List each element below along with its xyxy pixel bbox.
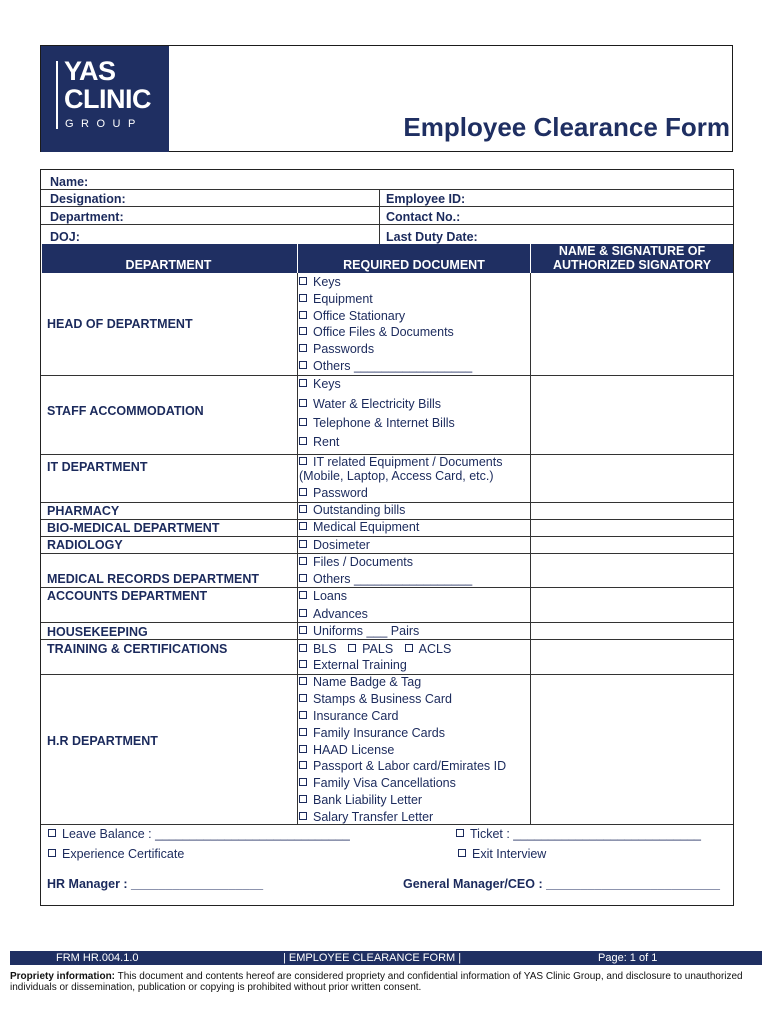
divider — [41, 206, 733, 207]
dept-medical-records: MEDICAL RECORDS DEPARTMENT — [47, 572, 260, 586]
hr-manager-signature[interactable]: HR Manager : ___________________ — [47, 877, 264, 891]
dept-hr: H.R DEPARTMENT — [47, 734, 158, 748]
checklist-item[interactable] — [299, 538, 370, 552]
item-label: Salary Transfer Letter — [313, 810, 434, 824]
item-label: Office Files & Documents — [313, 325, 454, 339]
item-label: Password — [313, 486, 368, 500]
checklist-item[interactable] — [299, 658, 407, 672]
checkbox-icon[interactable] — [299, 540, 307, 548]
page-number: Page: 1 of 1 — [598, 952, 658, 964]
checklist-item[interactable] — [299, 342, 374, 356]
item-label: Keys — [313, 275, 341, 289]
checklist-item[interactable] — [299, 607, 368, 621]
checklist-item[interactable] — [299, 292, 373, 306]
leave-balance-label: Leave Balance : ____________________________ — [62, 827, 350, 841]
divider — [530, 244, 531, 273]
checklist-item[interactable] — [299, 642, 451, 656]
checklist-item[interactable] — [299, 275, 341, 289]
checklist-item[interactable] — [299, 743, 394, 757]
checkbox-icon[interactable] — [299, 344, 307, 352]
divider — [41, 553, 733, 554]
checkbox-icon[interactable] — [299, 379, 307, 387]
col-signatory-1: NAME & SIGNATURE OF — [558, 244, 706, 258]
checklist-item[interactable] — [299, 377, 341, 391]
item-label: Family Visa Cancellations — [313, 776, 456, 790]
item-label: Telephone & Internet Bills — [313, 416, 455, 430]
checkbox-icon[interactable] — [299, 557, 307, 565]
checklist-item[interactable] — [299, 359, 472, 373]
clearance-form — [40, 169, 734, 906]
item-label: Keys — [313, 377, 341, 391]
item-note: (Mobile, Laptop, Access Card, etc.) — [299, 469, 494, 483]
item-label: Passport & Labor card/Emirates ID — [313, 759, 507, 773]
checklist-item[interactable] — [299, 309, 405, 323]
checklist-item[interactable] — [299, 520, 419, 534]
checkbox-icon[interactable] — [299, 294, 307, 302]
checklist-item[interactable] — [299, 692, 452, 706]
dept-pharmacy: PHARMACY — [47, 504, 120, 518]
divider — [41, 375, 733, 376]
checklist-item[interactable] — [299, 793, 422, 807]
divider — [41, 536, 733, 537]
experience-label: Experience Certificate — [62, 847, 185, 861]
divider — [41, 639, 733, 640]
divider — [297, 244, 298, 273]
footer-doc-title: | EMPLOYEE CLEARANCE FORM | — [283, 952, 462, 964]
checkbox-icon[interactable] — [299, 457, 307, 465]
leave-balance-field[interactable] — [48, 827, 350, 841]
item-label: Water & Electricity Bills — [313, 397, 442, 411]
notice-heading: Propriety information: — [10, 971, 116, 982]
department-label: Department: — [50, 210, 124, 224]
yas-clinic-logo — [41, 46, 169, 152]
dept-radiology: RADIOLOGY — [47, 538, 123, 552]
dept-accounts: ACCOUNTS DEPARTMENT — [47, 589, 208, 603]
item-label: Others _________________ — [313, 572, 473, 586]
dept-head-of-department: HEAD OF DEPARTMENT — [47, 317, 193, 331]
item-label: Family Insurance Cards — [313, 726, 445, 740]
checkbox-icon[interactable] — [299, 437, 307, 445]
checkbox-icon[interactable] — [299, 795, 307, 803]
checkbox-icon[interactable] — [299, 311, 307, 319]
checklist-item[interactable] — [299, 486, 368, 500]
checklist-item[interactable] — [299, 709, 398, 723]
col-department: DEPARTMENT — [125, 258, 212, 272]
logo-line-1: YAS — [64, 56, 116, 86]
col-signatory-2: AUTHORIZED SIGNATORY — [552, 258, 712, 272]
divider — [530, 273, 531, 824]
divider — [41, 224, 733, 225]
checklist-item[interactable] — [299, 555, 413, 569]
checkbox-icon[interactable] — [48, 849, 56, 857]
table-header — [42, 244, 733, 273]
last-duty-label: Last Duty Date: — [386, 230, 478, 244]
exit-interview-field[interactable] — [458, 847, 546, 861]
checkbox-icon[interactable] — [458, 849, 466, 857]
logo-line-2: CLINIC — [64, 84, 151, 114]
checkbox-icon[interactable] — [299, 277, 307, 285]
propriety-notice — [10, 971, 762, 993]
notice-text: This document and contents hereof are considered propriety and confidential information of YAS Clinic Group, and disclosure to unauthorized individuals or dissemination, publication or copying is prohibited without prior written consent. — [10, 971, 743, 993]
logo-bar — [56, 61, 58, 129]
checkbox-icon[interactable] — [348, 644, 356, 652]
item-label: Uniforms ___ Pairs — [313, 624, 420, 638]
item-label: Insurance Card — [313, 709, 399, 723]
checkbox-icon[interactable] — [48, 829, 56, 837]
item-label: ACLS — [418, 642, 452, 656]
checkbox-icon[interactable] — [299, 361, 307, 369]
checklist-item[interactable] — [299, 572, 472, 586]
dept-housekeeping: HOUSEKEEPING — [47, 625, 148, 639]
checkbox-icon[interactable] — [299, 522, 307, 530]
checkbox-icon[interactable] — [299, 660, 307, 668]
checklist-item[interactable] — [299, 776, 456, 790]
item-label: BLS — [313, 642, 337, 656]
checklist-item[interactable] — [299, 726, 445, 740]
divider — [41, 189, 733, 190]
dept-bio-medical: BIO-MEDICAL DEPARTMENT — [47, 521, 220, 535]
checkbox-icon[interactable] — [299, 677, 307, 685]
item-label: Dosimeter — [313, 538, 370, 552]
item-label: Equipment — [313, 292, 373, 306]
checklist-item[interactable] — [299, 397, 441, 411]
checkbox-icon[interactable] — [299, 626, 307, 634]
item-label: Name Badge & Tag — [313, 675, 422, 689]
designation-label: Designation: — [50, 192, 126, 206]
checklist-item[interactable] — [299, 759, 506, 773]
checklist-item[interactable] — [299, 624, 419, 638]
item-label: External Training — [313, 658, 407, 672]
checkbox-icon[interactable] — [299, 728, 307, 736]
item-label: Passwords — [313, 342, 375, 356]
checkbox-icon[interactable] — [299, 505, 307, 513]
form-header — [40, 45, 733, 152]
logo-line-3: GROUP — [65, 118, 143, 130]
footer-bar — [10, 951, 762, 965]
checkbox-icon[interactable] — [299, 574, 307, 582]
checkbox-icon[interactable] — [299, 711, 307, 719]
item-label: HAAD License — [313, 743, 395, 757]
dept-training: TRAINING & CERTIFICATIONS — [47, 642, 228, 656]
checklist-item[interactable] — [299, 435, 339, 449]
checkbox-icon[interactable] — [299, 327, 307, 335]
item-label: Medical Equipment — [313, 520, 420, 534]
item-label: Rent — [313, 435, 340, 449]
item-label: Files / Documents — [313, 555, 414, 569]
gm-ceo-signature[interactable]: General Manager/CEO : _________________________ — [403, 877, 720, 891]
divider — [379, 189, 380, 244]
item-label: PALS — [362, 642, 394, 656]
ticket-label: Ticket : ___________________________ — [470, 827, 701, 841]
col-required-document: REQUIRED DOCUMENT — [343, 258, 485, 272]
divider — [41, 622, 733, 623]
checkbox-icon[interactable] — [299, 778, 307, 786]
checkbox-icon[interactable] — [405, 644, 413, 652]
checklist-item[interactable] — [299, 675, 421, 689]
employee-id-label: Employee ID: — [386, 192, 466, 206]
checklist-item[interactable] — [299, 325, 454, 339]
doj-label: DOJ: — [50, 230, 80, 244]
checkbox-icon[interactable] — [299, 812, 307, 820]
item-label: Loans — [313, 589, 348, 603]
checkbox-icon[interactable] — [299, 591, 307, 599]
checklist-item[interactable] — [299, 455, 502, 469]
item-label: Outstanding bills — [313, 503, 406, 517]
item-label: Office Stationary — [313, 309, 406, 323]
checklist-item[interactable] — [299, 416, 455, 430]
checklist-item[interactable] — [299, 503, 405, 517]
item-label: Others _________________ — [313, 359, 473, 373]
dept-staff-accommodation: STAFF ACCOMMODATION — [47, 404, 204, 418]
item-label: IT related Equipment / Documents — [313, 455, 503, 469]
dept-it: IT DEPARTMENT — [47, 460, 148, 474]
checkbox-icon[interactable] — [299, 694, 307, 702]
exit-interview-label: Exit Interview — [472, 847, 547, 861]
item-label: Stamps & Business Card — [313, 692, 452, 706]
item-label: Advances — [313, 607, 368, 621]
divider — [297, 273, 298, 824]
divider — [41, 587, 733, 588]
form-code: FRM HR.004.1.0 — [56, 952, 139, 964]
checkbox-icon[interactable] — [299, 761, 307, 769]
checklist-item[interactable] — [299, 589, 347, 603]
page-title: Employee Clearance Form — [403, 112, 730, 142]
checkbox-icon[interactable] — [299, 418, 307, 426]
checkbox-icon[interactable] — [299, 644, 307, 652]
name-label: Name: — [50, 175, 89, 189]
checkbox-icon[interactable] — [456, 829, 464, 837]
checkbox-icon[interactable] — [299, 488, 307, 496]
experience-certificate-field[interactable] — [48, 847, 184, 861]
divider — [41, 824, 733, 825]
checkbox-icon[interactable] — [299, 745, 307, 753]
checklist-item[interactable] — [299, 810, 433, 824]
contact-label: Contact No.: — [386, 210, 461, 224]
ticket-field[interactable] — [456, 827, 701, 841]
checkbox-icon[interactable] — [299, 399, 307, 407]
checkbox-icon[interactable] — [299, 609, 307, 617]
item-label: Bank Liability Letter — [313, 793, 423, 807]
